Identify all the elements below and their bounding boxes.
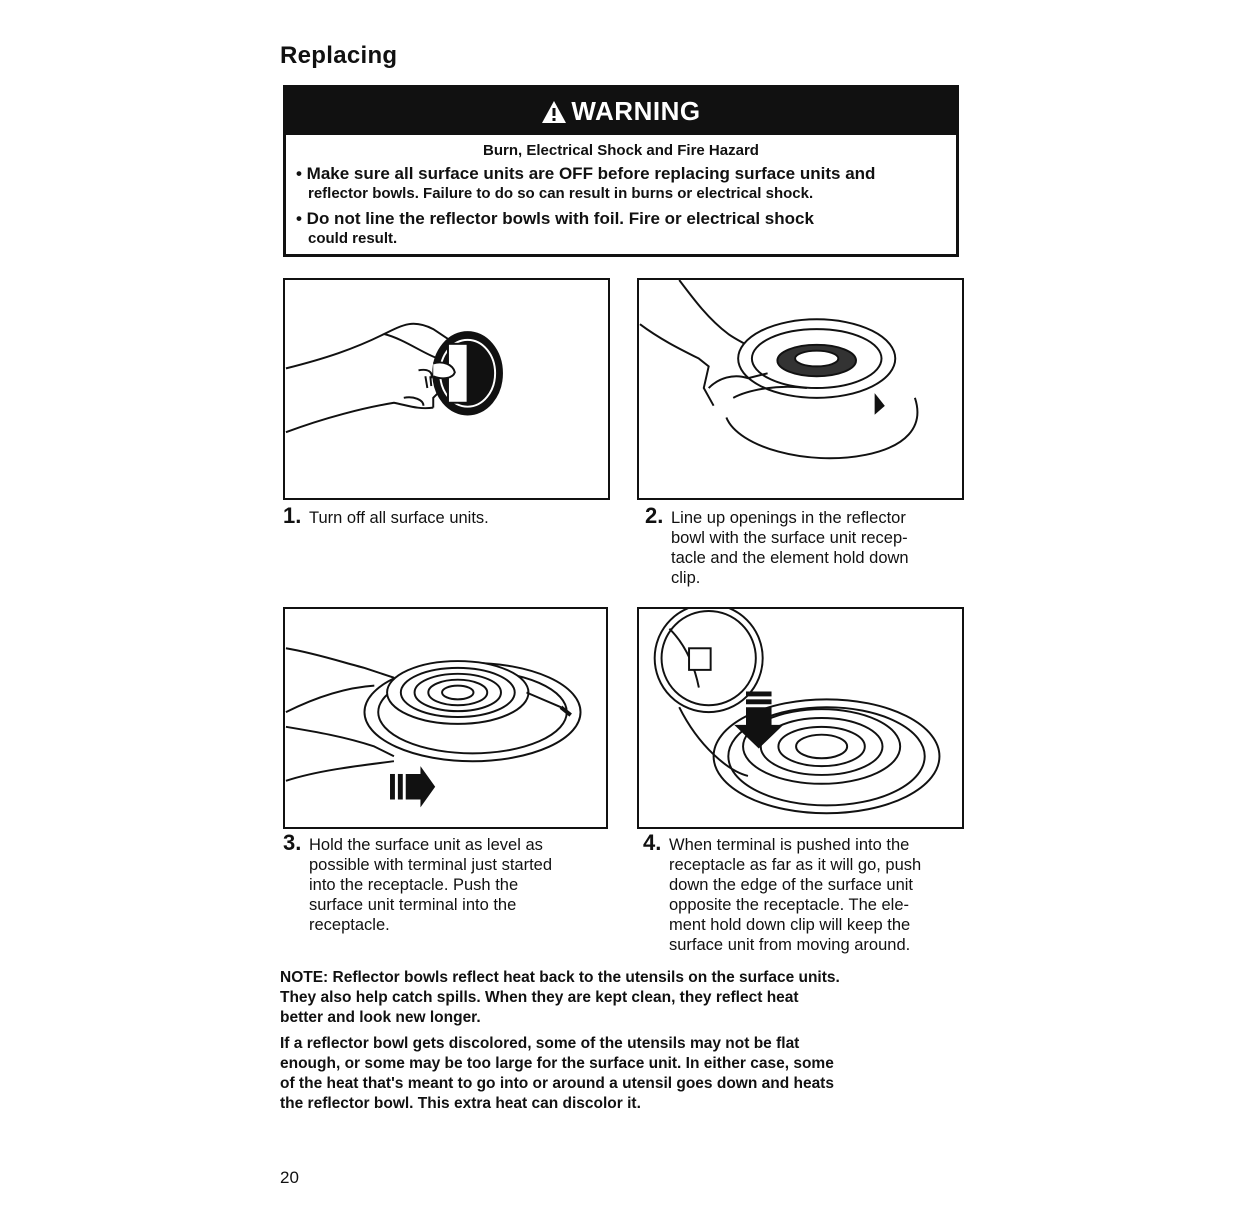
hand-turning-knob-illustration — [283, 278, 610, 500]
step-line: down the edge of the surface unit — [669, 876, 914, 894]
discoloration-paragraph — [280, 1034, 970, 1114]
surface-unit-press-down-illustration — [637, 607, 964, 829]
step-line: tacle and the element hold down — [671, 549, 909, 567]
page-title: Replacing — [280, 42, 398, 69]
step-line: Line up openings in the reflector — [671, 509, 906, 527]
page-number: 20 — [280, 1168, 299, 1187]
hazard-heading: Burn, Electrical Shock and Fire Hazard — [483, 142, 759, 159]
step-text — [671, 508, 909, 588]
step-text — [309, 835, 552, 935]
note-paragraph — [280, 968, 970, 1028]
step-number: 1. — [283, 503, 302, 528]
step-line: surface unit terminal into the — [309, 896, 517, 914]
warning-header — [286, 88, 956, 135]
note-line: They also help catch spills. When they are kept clean, they reflect heat — [280, 989, 799, 1006]
warning-bullet-rest: could result. — [308, 230, 398, 247]
reflector-bowl-illustration — [637, 278, 964, 500]
warning-bullet-rest: reflector bowls. Failure to do so can result in burns or electrical shock. — [308, 185, 814, 202]
step-number: 4. — [643, 830, 662, 855]
step-line: surface unit from moving around. — [669, 936, 911, 954]
warning-triangle-icon — [541, 100, 567, 124]
note-line: enough, or some may be too large for the surface unit. In either case, some — [280, 1055, 834, 1072]
step-number: 3. — [283, 830, 302, 855]
step-line: Hold the surface unit as level as — [309, 836, 543, 854]
step-line: clip. — [671, 569, 701, 587]
warning-bullet — [296, 164, 946, 204]
note-line: If a reflector bowl gets discolored, some of the utensils may not be flat — [280, 1035, 800, 1052]
surface-unit-insert-illustration — [283, 607, 608, 829]
note-line: of the heat that's meant to go into or around a utensil goes down and heats — [280, 1075, 834, 1092]
step-line: possible with terminal just started — [309, 856, 553, 874]
step-line: bowl with the surface unit recep- — [671, 529, 908, 547]
step-line: into the receptacle. Push the — [309, 876, 519, 894]
warning-bullet-lead: • Do not line the reflector bowls with foil. Fire or electrical shock — [296, 209, 814, 228]
step-line: When terminal is pushed into the — [669, 836, 910, 854]
warning-label: WARNING — [571, 96, 701, 126]
warning-bullet-lead: • Make sure all surface units are OFF before replacing surface units and — [296, 164, 876, 183]
step-number: 2. — [645, 503, 664, 528]
step-text — [309, 508, 489, 528]
step-line: opposite the receptacle. The ele- — [669, 896, 910, 914]
warning-box — [283, 85, 959, 257]
note-line: NOTE: Reflector bowls reflect heat back to the utensils on the surface units. — [280, 969, 840, 986]
step-line: receptacle. — [309, 916, 390, 934]
note-line: the reflector bowl. This extra heat can discolor it. — [280, 1095, 641, 1112]
note-line: better and look new longer. — [280, 1009, 481, 1026]
step-line: ment hold down clip will keep the — [669, 916, 911, 934]
step-text — [669, 835, 921, 955]
warning-bullet — [296, 209, 946, 249]
step-line: receptacle as far as it will go, push — [669, 856, 922, 874]
step-line: Turn off all surface units. — [309, 509, 489, 527]
